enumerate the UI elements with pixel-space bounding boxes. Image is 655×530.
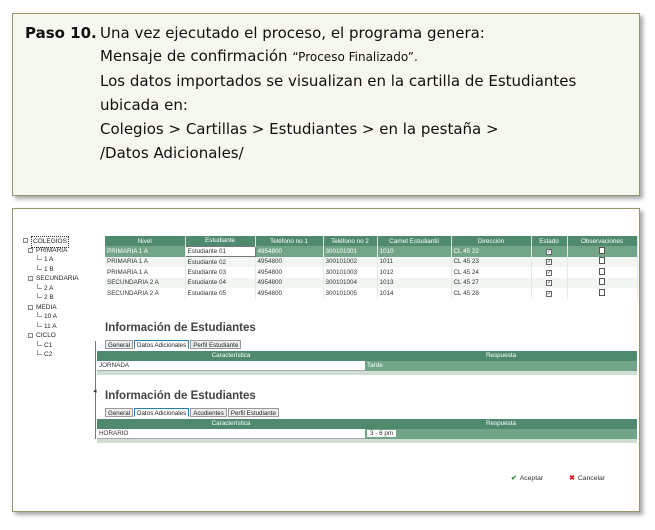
tree-toggle-icon[interactable]: -	[24, 238, 27, 243]
tree-connector	[37, 293, 42, 298]
tree-node-label: 1 A	[44, 256, 54, 263]
estado-cell	[531, 267, 567, 278]
document-icon[interactable]	[599, 268, 605, 275]
estado-checkbox[interactable]: ✓	[547, 259, 552, 266]
tree-node-label: 2 A	[44, 284, 54, 292]
section2-table	[97, 419, 637, 443]
tree-node-label: 10 A	[44, 313, 58, 320]
tab-perfil-estudiante[interactable]: Perfil Estudiante	[228, 408, 279, 417]
grid-cell[interactable]: Estudiante 01	[185, 246, 255, 257]
observaciones-cell	[567, 288, 637, 299]
grid-column-header[interactable]: Nivel	[105, 236, 185, 246]
observaciones-cell	[567, 246, 637, 257]
section1-row[interactable]	[97, 361, 637, 371]
tree-node[interactable]	[23, 274, 101, 284]
tree-connector	[37, 284, 42, 289]
estado-checkbox[interactable]: ✓	[547, 280, 552, 287]
tree-connector	[37, 312, 42, 317]
tree-node-label: 11 A	[44, 322, 57, 330]
section2-tabs	[105, 408, 280, 417]
grid-cell: PRIMARIA 1 A	[105, 267, 185, 278]
grid-cell: Estudiante 03	[185, 267, 255, 278]
students-grid[interactable]	[105, 236, 637, 299]
grid-cell: 4954800	[255, 246, 323, 257]
document-icon[interactable]	[599, 278, 605, 285]
tree-node[interactable]	[23, 341, 101, 351]
grid-cell: 1014	[377, 288, 451, 299]
instruction-line2-text: Mensaje de confirmación	[100, 47, 293, 65]
grid-column-header[interactable]: Teléfono no 2	[323, 236, 377, 246]
table-row[interactable]	[105, 257, 637, 268]
observaciones-cell	[567, 267, 637, 278]
grid-cell: SECUNDARIA 2 A	[105, 288, 185, 299]
tree-node-label: 2 B	[44, 294, 54, 301]
app-screenshot	[12, 208, 640, 512]
grid-cell: 4954800	[255, 288, 323, 299]
document-icon[interactable]	[599, 247, 605, 254]
grid-cell: CL 45 23	[451, 257, 531, 268]
section1-footer	[97, 371, 637, 375]
estado-cell	[531, 257, 567, 268]
tree-connector	[37, 265, 42, 270]
grid-cell: CL 45 27	[451, 278, 531, 289]
section1-row-key: JORNADA	[97, 361, 365, 371]
section1-table	[97, 351, 637, 375]
instruction-path: Colegios > Cartillas > Estudiantes > en la pestaña >	[100, 120, 499, 138]
accept-label: Aceptar	[519, 475, 544, 482]
grid-cell: 1011	[377, 257, 451, 268]
tree-connector	[37, 255, 42, 260]
tree-node-label: PRIMARIA	[36, 246, 68, 254]
estado-cell	[531, 288, 567, 299]
estado-checkbox[interactable]: ✓	[547, 248, 552, 255]
grid-cell: CL 45 22	[451, 246, 531, 257]
section2-row-key: HORARIO	[97, 429, 365, 439]
grid-header-row	[105, 236, 637, 246]
tree-toggle-icon[interactable]: -	[29, 333, 32, 338]
grid-cell: PRIMARIA 1 A	[105, 257, 185, 268]
grid-cell: 300101003	[323, 267, 377, 278]
cancel-label: Cancelar	[577, 475, 606, 482]
section2-title: Información de Estudiantes	[105, 390, 256, 402]
section1-row-value[interactable]: Tarde	[365, 361, 637, 371]
grid-cell: Estudiante 04	[185, 278, 255, 289]
tab-general[interactable]: General	[105, 340, 133, 349]
accept-button[interactable]	[511, 474, 543, 482]
tab-datos-adicionales[interactable]: Datos Adicionales	[134, 408, 189, 417]
grid-cell: 300101004	[323, 278, 377, 289]
grid-cell: PRIMARIA 1 A	[105, 246, 185, 257]
tree-node[interactable]	[23, 284, 101, 294]
section1-col-caracteristica: Característica	[211, 352, 251, 359]
grid-column-header[interactable]: Estado	[531, 236, 567, 246]
table-row[interactable]	[105, 246, 637, 257]
step-label: Paso 10.	[25, 24, 97, 42]
grid-cell: 300101005	[323, 288, 377, 299]
grid-column-header[interactable]: Dirección	[451, 236, 531, 246]
tree-node[interactable]	[23, 331, 101, 341]
section2-col-caracteristica: Característica	[211, 420, 251, 427]
grid-cell: 1013	[377, 278, 451, 289]
section2-footer	[97, 439, 637, 443]
tree-node[interactable]	[23, 265, 101, 275]
tree-connector	[37, 350, 42, 355]
tree-node[interactable]	[23, 293, 101, 303]
tab-perfil-estudiante[interactable]: Perfil Estudiante	[190, 340, 241, 349]
tree-node-label: MEDIA	[36, 303, 57, 311]
observaciones-cell	[567, 278, 637, 289]
tree-node-label: 1 B	[44, 265, 54, 273]
grid-body	[105, 246, 637, 299]
close-icon: ✖	[569, 475, 575, 482]
tree-toggle-icon[interactable]: -	[29, 247, 32, 253]
grid-cell: 1010	[377, 246, 451, 257]
tree-node[interactable]	[23, 350, 101, 360]
instruction-line1: Una vez ejecutado el proceso, el programa genera:	[100, 24, 485, 42]
instruction-line2	[25, 44, 627, 69]
document-icon[interactable]	[599, 289, 605, 296]
tree-node-label: C1	[44, 341, 53, 349]
instruction-line3: Los datos importados se visualizan en la cartilla de Estudiantes	[100, 72, 577, 90]
table-row[interactable]	[105, 288, 637, 299]
colegios-tree[interactable]	[23, 236, 101, 360]
section1-col-respuesta: Respuesta	[485, 352, 517, 359]
grid-cell: 300101002	[323, 257, 377, 268]
checkmark-icon: ✔	[511, 475, 517, 482]
grid-cell: 4954800	[255, 278, 323, 289]
estado-cell	[531, 278, 567, 289]
grid-cell: 4954800	[255, 267, 323, 278]
table-row[interactable]	[105, 267, 637, 278]
section1-title: Información de Estudiantes	[105, 322, 256, 334]
section1-header	[97, 351, 637, 361]
grid-cell: 1012	[377, 267, 451, 278]
grid-column-header[interactable]: Teléfono no 1	[255, 236, 323, 246]
grid-column-header[interactable]: Estudiante	[185, 236, 255, 246]
grid-cell: 300101001	[323, 246, 377, 257]
tree-node[interactable]	[23, 322, 101, 332]
instruction-first-line	[25, 22, 627, 44]
document-icon[interactable]	[599, 257, 605, 264]
tab-datos-adicionales[interactable]: Datos Adicionales	[134, 340, 189, 349]
section2-col-respuesta: Respuesta	[485, 420, 517, 427]
confirmation-message: “Proceso Finalizado”.	[292, 50, 418, 64]
observaciones-cell	[567, 257, 637, 268]
section2-header	[97, 419, 637, 429]
tab-acudientes[interactable]: Acudientes	[190, 408, 227, 417]
section2-row[interactable]	[97, 429, 637, 439]
tree-node[interactable]	[23, 246, 101, 256]
tree-node[interactable]	[23, 312, 101, 322]
grid-cell: SECUNDARIA 2 A	[105, 278, 185, 289]
section2-row-value-editor[interactable]: 3 - 6 pm	[367, 430, 396, 437]
grid-cell: CL 45 24	[451, 267, 531, 278]
section2-row-value[interactable]	[365, 429, 637, 439]
estado-checkbox[interactable]: ✓	[547, 290, 552, 297]
grid-cell: CL 45 28	[451, 288, 531, 299]
grid-cell: 4954800	[255, 257, 323, 268]
tree-node-label: COLEGIOS	[31, 236, 69, 248]
estado-cell	[531, 246, 567, 257]
instruction-line4: ubicada en:	[100, 96, 188, 114]
instruction-box	[12, 13, 640, 196]
tab-general[interactable]: General	[105, 408, 133, 417]
dialog-actions	[511, 474, 605, 482]
table-row[interactable]	[105, 278, 637, 289]
grid-column-header[interactable]: Observaciones	[567, 236, 637, 246]
grid-cell: Estudiante 02	[185, 257, 255, 268]
cancel-button[interactable]	[569, 474, 605, 482]
tree-node-label: C2	[44, 351, 53, 358]
tree-toggle-icon[interactable]: -	[29, 276, 32, 281]
tree-connector	[37, 341, 42, 346]
tree-node[interactable]	[23, 236, 101, 246]
tree-node-label: SECUNDARIA	[36, 275, 79, 282]
collapse-arrow-icon[interactable]: ◂	[93, 388, 97, 395]
grid-column-header[interactable]: Carnet Estudiantil	[377, 236, 451, 246]
tree-connector	[37, 322, 42, 327]
grid-cell: Estudiante 05	[185, 288, 255, 299]
tree-node-label: CICLO	[36, 332, 56, 339]
section1-tabs	[105, 340, 242, 349]
instruction-tab-name: /Datos Adicionales/	[100, 144, 244, 162]
tree-toggle-icon[interactable]: -	[29, 304, 32, 310]
estado-checkbox[interactable]: ✓	[547, 269, 552, 276]
tree-node[interactable]	[23, 255, 101, 265]
tree-node[interactable]	[23, 303, 101, 313]
